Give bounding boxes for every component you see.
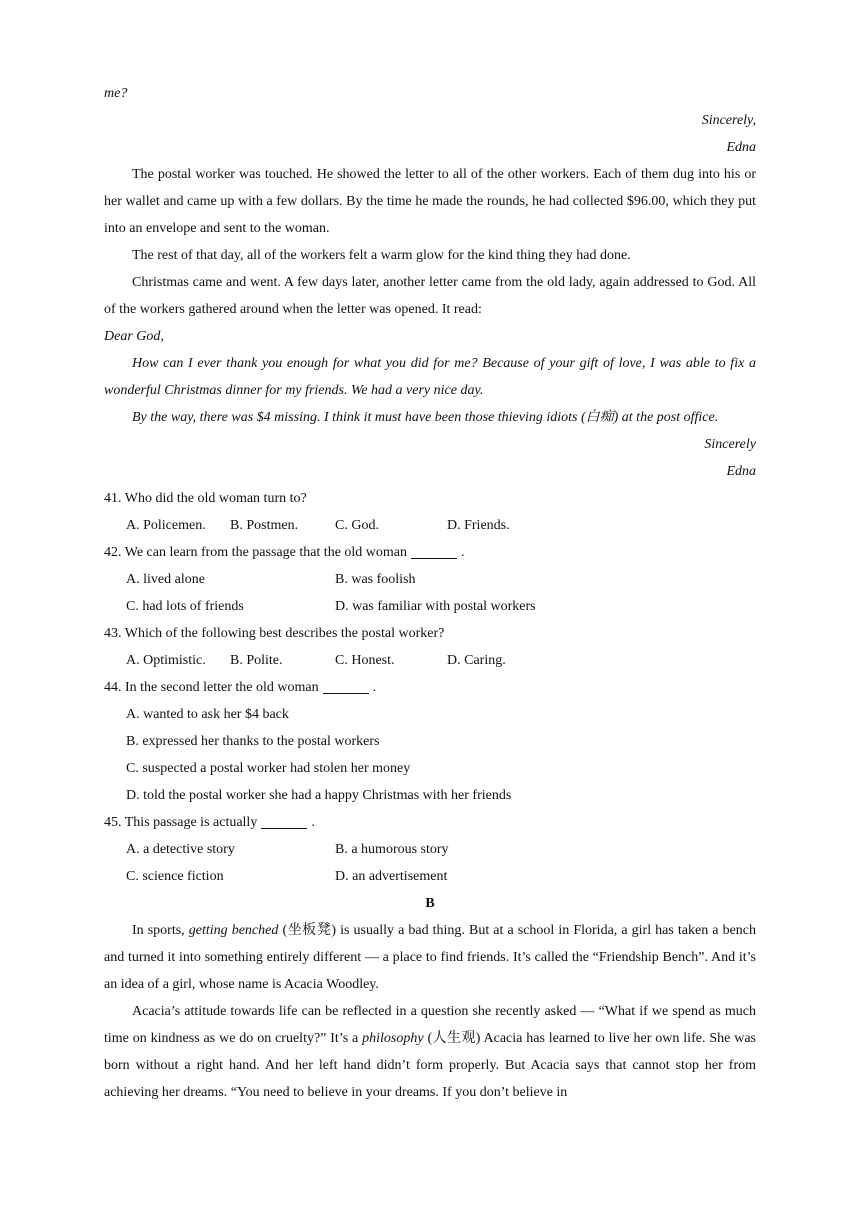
question-43-option-b[interactable]: B. Polite. xyxy=(230,653,283,668)
document-page xyxy=(104,80,756,1106)
section-b-paragraph-1 xyxy=(104,917,756,998)
letter1-signature: Edna xyxy=(726,140,756,155)
section-b-p2-rest: (人生观) Acacia has learned to live her own life. She was born without a right hand. And her left hand didn’t form properly. But Acacia says that cannot stop her from achieving her dreams. “You need to believe in your dreams. If you don’t believe in xyxy=(104,1031,756,1100)
letter2-salutation: Dear God, xyxy=(104,329,164,344)
term-getting-benched: getting benched xyxy=(188,923,279,938)
answer-blank xyxy=(323,679,369,694)
question-44-option-c[interactable]: C. suspected a postal worker had stolen her money xyxy=(126,761,411,776)
story-paragraph-2: The rest of that day, all of the workers felt a warm glow for the kind thing they had done. xyxy=(132,248,631,263)
question-45-options-row-1 xyxy=(104,836,756,863)
question-44-option-row-a xyxy=(104,701,756,728)
question-41-option-b[interactable]: B. Postmen. xyxy=(230,518,299,533)
section-b-p1-start: In sports, xyxy=(132,923,185,938)
letter2-paragraph-2: By the way, there was $4 missing. I think it must have been those thieving idiots (白痴) at the post office. xyxy=(132,410,719,425)
question-42-option-b[interactable]: B. was foolish xyxy=(335,572,416,587)
question-45-stem xyxy=(104,809,756,836)
question-45-option-b[interactable]: B. a humorous story xyxy=(335,842,449,857)
question-43-option-d[interactable]: D. Caring. xyxy=(447,653,506,668)
section-b-heading: B xyxy=(425,896,435,911)
question-42-option-c[interactable]: C. had lots of friends xyxy=(126,599,244,614)
question-41-option-d[interactable]: D. Friends. xyxy=(447,518,510,533)
letter2-closing: Sincerely xyxy=(704,437,756,452)
question-43-option-c[interactable]: C. Honest. xyxy=(335,653,395,668)
letter1-closing: Sincerely, xyxy=(701,113,756,128)
question-42-option-d[interactable]: D. was familiar with postal workers xyxy=(335,599,536,614)
letter1-end: me? xyxy=(104,86,128,101)
question-44-end: . xyxy=(372,680,377,695)
question-42-stem xyxy=(104,539,756,566)
question-41-options xyxy=(104,512,756,539)
question-44-option-a[interactable]: A. wanted to ask her $4 back xyxy=(126,707,289,722)
question-41-stem: 41. Who did the old woman turn to? xyxy=(104,491,307,506)
story-paragraph-3: Christmas came and went. A few days later, another letter came from the old lady, again addressed to God. All of the workers gathered around when the letter was opened. It read: xyxy=(104,275,756,317)
question-44-option-row-c xyxy=(104,755,756,782)
question-45-text: 45. This passage is actually xyxy=(104,815,258,830)
question-45-option-d[interactable]: D. an advertisement xyxy=(335,869,448,884)
question-44-option-d[interactable]: D. told the postal worker she had a happy Christmas with her friends xyxy=(126,788,512,803)
answer-blank xyxy=(411,544,457,559)
question-42-options-row-1 xyxy=(104,566,756,593)
question-44-option-row-b xyxy=(104,728,756,755)
question-45-options-row-2 xyxy=(104,863,756,890)
question-44-text: 44. In the second letter the old woman xyxy=(104,680,319,695)
question-41-option-c[interactable]: C. God. xyxy=(335,518,379,533)
question-44-option-b[interactable]: B. expressed her thanks to the postal workers xyxy=(126,734,380,749)
letter2-signature: Edna xyxy=(726,464,756,479)
term-philosophy: philosophy xyxy=(362,1031,424,1046)
question-42-option-a[interactable]: A. lived alone xyxy=(126,572,205,587)
letter2-paragraph-1: How can I ever thank you enough for what you did for me? Because of your gift of love, I was able to fix a wonderful Christmas dinner for my friends. We had a very nice day. xyxy=(104,356,756,398)
section-b-p1-rest: (坐板凳) is usually a bad thing. But at a school in Florida, a girl has taken a bench and turned it into something entirely different — a place to find friends. It’s called the “Friendship Bench”. And it’s an idea of a girl, whose name is Acacia Woodley. xyxy=(104,923,757,992)
question-43-options xyxy=(104,647,756,674)
question-42-options-row-2 xyxy=(104,593,756,620)
question-41-option-a[interactable]: A. Policemen. xyxy=(126,518,206,533)
question-45-option-c[interactable]: C. science fiction xyxy=(126,869,224,884)
question-42-end: . xyxy=(461,545,465,560)
question-45-end: . xyxy=(311,815,315,830)
question-43-stem: 43. Which of the following best describes the postal worker? xyxy=(104,626,445,641)
question-44-stem xyxy=(104,674,756,701)
question-45-option-a[interactable]: A. a detective story xyxy=(126,842,235,857)
section-b-p2-start: Acacia’s attitude towards life can be reflected in a question she recently asked — “What if we spend as much time on kindness as we do on cruelty?” It’s a xyxy=(104,1004,756,1046)
story-paragraph-1: The postal worker was touched. He showed the letter to all of the other workers. Each of them dug into his or her wallet and came up with a few dollars. By the time he made the rounds, he had collected $96.00, which they put into an envelope and sent to the woman. xyxy=(104,167,756,236)
question-44-option-row-d xyxy=(104,782,756,809)
section-b-paragraph-2 xyxy=(104,998,756,1106)
answer-blank xyxy=(261,814,307,829)
question-42-text: 42. We can learn from the passage that the old woman xyxy=(104,545,408,560)
question-43-option-a[interactable]: A. Optimistic. xyxy=(126,653,206,668)
